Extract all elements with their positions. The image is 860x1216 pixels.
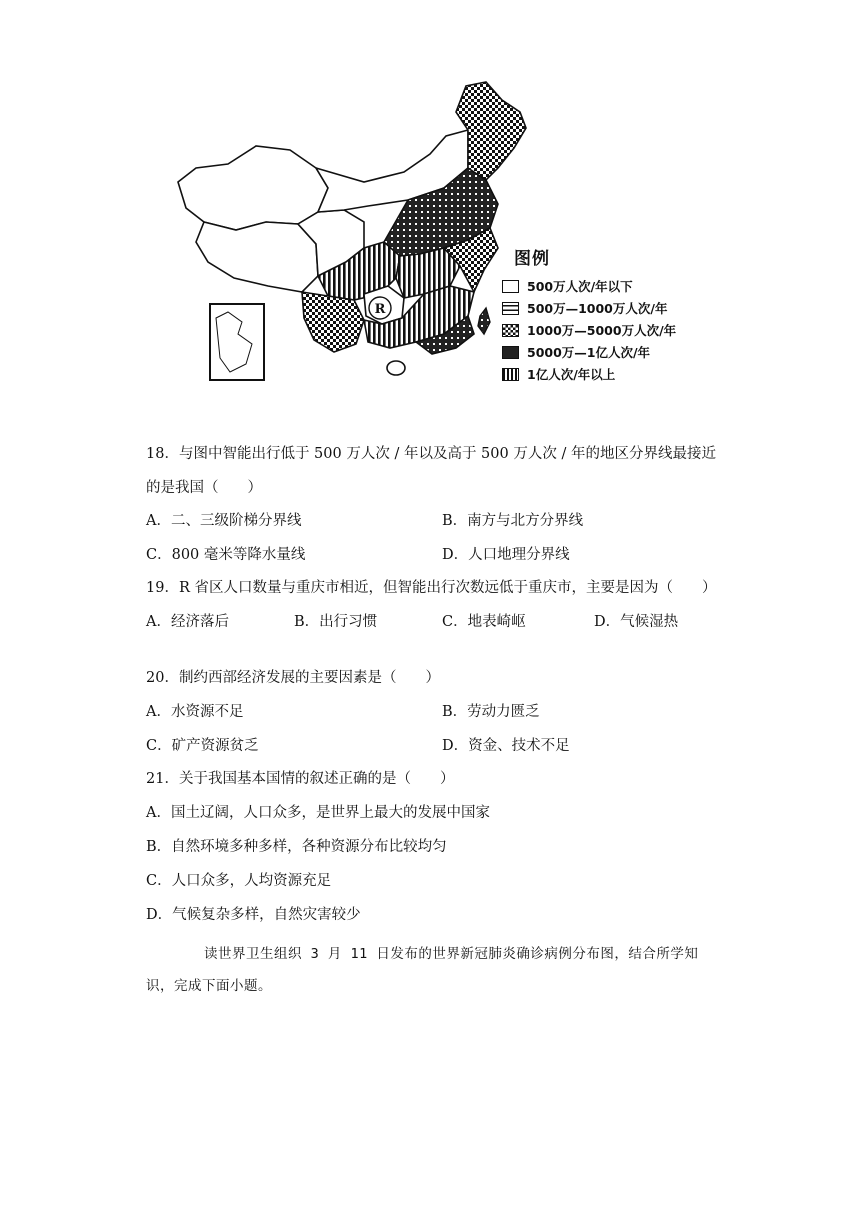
q20-stem: 20．制约西部经济发展的主要因素是（ ） <box>146 670 440 686</box>
legend-title: 图例 <box>514 249 550 269</box>
q20-option-c[interactable]: C．矿产资源贫乏 <box>146 738 259 754</box>
q18-option-c[interactable]: C．800 毫米等降水量线 <box>146 547 306 563</box>
legend-label: 1000万—5000万人次/年 <box>527 323 677 338</box>
q18-stem-line2: 的是我国（ ） <box>146 480 262 496</box>
legend-item <box>502 363 712 385</box>
swatch-sparse <box>502 302 519 315</box>
q21-option-d[interactable]: D．气候复杂多样，自然灾害较少 <box>146 907 361 923</box>
region-yunnan <box>302 292 364 352</box>
region-xinjiang <box>178 146 328 230</box>
q21-stem: 21．关于我国基本国情的叙述正确的是（ ） <box>146 771 455 787</box>
swatch-checker <box>502 324 519 337</box>
q21-option-c[interactable]: C．人口众多，人均资源充足 <box>146 873 332 889</box>
q21-option-a[interactable]: A．国土辽阔，人口众多，是世界上最大的发展中国家 <box>146 805 490 821</box>
q20-option-d[interactable]: D．资金、技术不足 <box>442 738 570 754</box>
q19-stem: 19．R 省区人口数量与重庆市相近，但智能出行次数远低于重庆市，主要是因为（ ） <box>146 580 717 596</box>
q19-option-b[interactable]: B．出行习惯 <box>294 614 378 630</box>
q19-option-a[interactable]: A．经济落后 <box>146 614 229 630</box>
china-smart-travel-map <box>168 72 708 392</box>
region-hainan <box>387 361 405 375</box>
legend-label: 500万—1000万人次/年 <box>527 301 668 316</box>
q21-option-b[interactable]: B．自然环境多种多样，各种资源分布比较均匀 <box>146 839 447 855</box>
q18-option-b[interactable]: B．南方与北方分界线 <box>442 513 584 529</box>
legend-label: 500万人次/年以下 <box>527 279 633 294</box>
legend-item <box>502 319 712 341</box>
region-tibet <box>196 222 318 292</box>
q18-stem-line1: 18．与图中智能出行低于 500 万人次 / 年以及高于 500 万人次 / 年的地区分界线最接近 <box>146 446 716 462</box>
legend-item <box>502 275 712 297</box>
r-marker-label: R <box>374 302 386 317</box>
q19-option-c[interactable]: C．地表崎岖 <box>442 614 526 630</box>
next-section-intro-line1: 读世界卫生组织 3 月 11 日发布的世界新冠肺炎确诊病例分布图，结合所学知 <box>204 946 699 962</box>
q19-option-d[interactable]: D．气候湿热 <box>594 614 679 630</box>
legend-label: 1亿人次/年以上 <box>527 367 616 382</box>
q18-option-a[interactable]: A．二、三级阶梯分界线 <box>146 513 302 529</box>
swatch-dark <box>502 346 519 359</box>
q20-option-b[interactable]: B．劳动力匮乏 <box>442 704 540 720</box>
swatch-blank <box>502 280 519 293</box>
legend-label: 5000万—1亿人次/年 <box>527 345 651 360</box>
q20-option-a[interactable]: A．水资源不足 <box>146 704 244 720</box>
legend-item <box>502 297 712 319</box>
q18-option-d[interactable]: D．人口地理分界线 <box>442 547 570 563</box>
legend-item <box>502 341 712 363</box>
swatch-stripes <box>502 368 519 381</box>
next-section-intro-line2: 识，完成下面小题。 <box>146 978 272 994</box>
map-legend <box>502 244 712 385</box>
region-taiwan <box>478 308 490 334</box>
